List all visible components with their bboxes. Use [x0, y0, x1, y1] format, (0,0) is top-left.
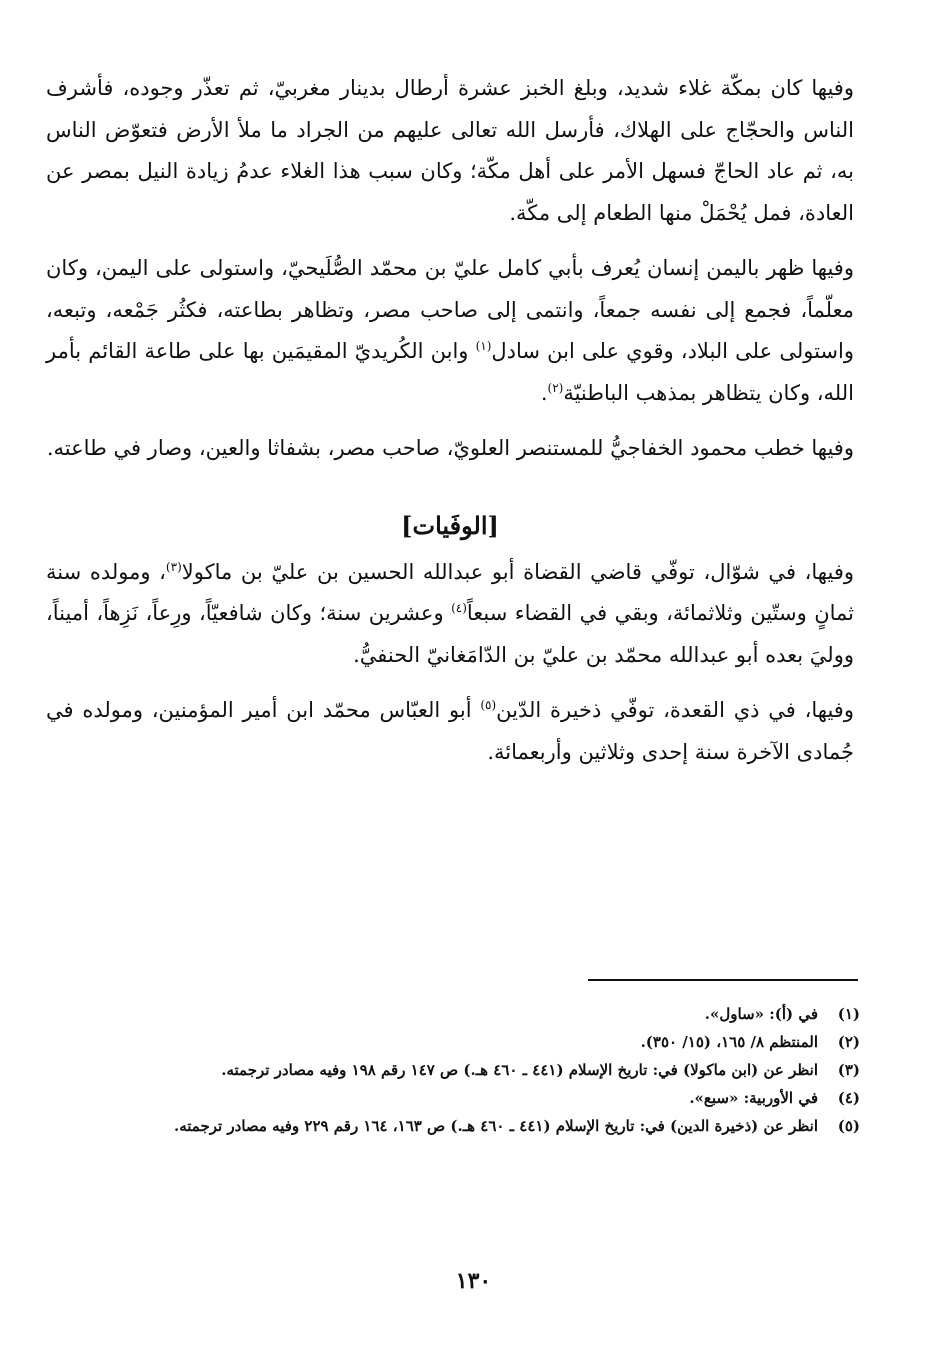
text-segment: وفيها ظهر باليمن إنسان يُعرف بأبي كامل عليّ بن محمّد الصُّلَيحيّ، واستولى على اليمن، وكان معلّماً، فجمع إلى نفسه جمعاً، وانتمى إلى صاحب مصر، وتظاهر بطاعته، فكثُر جَمْعه، وتبعه، واستولى على البلاد، وقوي على ابن سادل [46, 256, 854, 363]
footnote-number: (٢) [837, 1033, 860, 1051]
footnote-text: المنتظم ٨/ ١٦٥، (١٥/ ٣٥٠). [640, 1033, 818, 1051]
footnote-ref-5[interactable]: (٥) [480, 698, 497, 712]
paragraph-ibn-makula [46, 552, 854, 677]
footnote-ref-3[interactable]: (٣) [165, 559, 182, 574]
paragraph-sulayhi-yemen [46, 248, 854, 414]
paragraph-famine-mecca: وفيها كان بمكّة غلاء شديد، وبلغ الخبز عشرة أرطال بدينار مغربيّ، ثم تعذّر وجوده، فأشرف الناس والحجّاج على الهلاك، فأرسل الله تعالى عليهم من الجراد ما ملأ الأرض فتعوّض الناس به، ثم عاد الحاجّ فسهل الأمر على أهل مكّة؛ وكان سبب هذا الغلاء عدمُ زيادة النيل بمصر عن العادة، فمل يُحْمَلْ منها الطعام إلى مكّة. [46, 76, 854, 225]
footnote-number: (٥) [837, 1117, 860, 1135]
footnote-number: (١) [837, 1005, 860, 1023]
page-number: ١٣٠ [455, 1268, 492, 1294]
footnote-text: في (أ): «ساول». [704, 1005, 818, 1023]
footnote-number: (٣) [837, 1061, 860, 1079]
footnote-item [52, 1112, 860, 1140]
paragraph-khafaji: وفيها خطب محمود الخفاجيُّ للمستنصر العلويّ، صاحب مصر، بشفاثا والعين، وصار في طاعته. [46, 436, 854, 460]
footnote-item [52, 1028, 860, 1056]
footnote-ref-1[interactable]: (١) [475, 339, 492, 353]
footnote-item [52, 1056, 860, 1084]
footnote-number: (٤) [837, 1089, 860, 1107]
text-segment: وابن الكُريديّ المقيمَين بها على طاعة القائم بأمر الله، وكان يتظاهر بمذهب الباطنيّة [46, 339, 854, 405]
text-segment: . [540, 380, 548, 405]
text-segment: أبو العبّاس محمّد ابن أمير المؤمنين، ومولده في جُمادى الآخرة سنة إحدى وثلاثين وأربعمائة. [46, 698, 854, 764]
footnotes-list [52, 1000, 860, 1140]
footnote-item [52, 1084, 860, 1112]
footnote-divider [588, 979, 858, 981]
page-body [46, 68, 854, 773]
footnote-text: انظر عن (ذخيرة الدين) في: تاريخ الإسلام (٤٤١ ـ ٤٦٠ هـ.) ص ١٦٣، ١٦٤ رقم ٢٢٩ وفيه مصادر ترجمته. [174, 1117, 818, 1135]
text-segment: ، ومولده سنة ثمانٍ وستّين وثلاثمائة، وبقي في القضاء سبعاً [46, 559, 855, 625]
paragraph-dhakhirat-al-din [46, 690, 854, 773]
footnote-text: انظر عن (ابن ماكولا) في: تاريخ الإسلام (٤٤١ ـ ٤٦٠ هـ.) ص ١٤٧ رقم ١٩٨ وفيه مصادر ترجمته. [221, 1061, 818, 1079]
footnote-text: في الأوربية: «سبع». [689, 1089, 818, 1107]
text-segment: وفيها، في ذي القعدة، توفّي ذخيرة الدّين [496, 698, 854, 722]
footnote-ref-4[interactable]: (٤) [451, 601, 467, 615]
text-segment: وفيها، في شوّال، توفّي قاضي القضاة أبو عبدالله الحسين بن عليّ بن ماكولا [181, 559, 854, 584]
text-segment: وعشرين سنة؛ وكان شافعيّاً، ورِعاً، نَزِهاً، أميناً، ووليَ بعده أبو عبدالله محمّد بن عليّ بن الدّامَغانيّ الحنفيُّ. [46, 601, 854, 667]
footnote-ref-2[interactable]: (٢) [547, 380, 564, 395]
footnote-item [52, 1000, 860, 1028]
section-heading-obituaries: [الوفَيات] [401, 510, 499, 540]
